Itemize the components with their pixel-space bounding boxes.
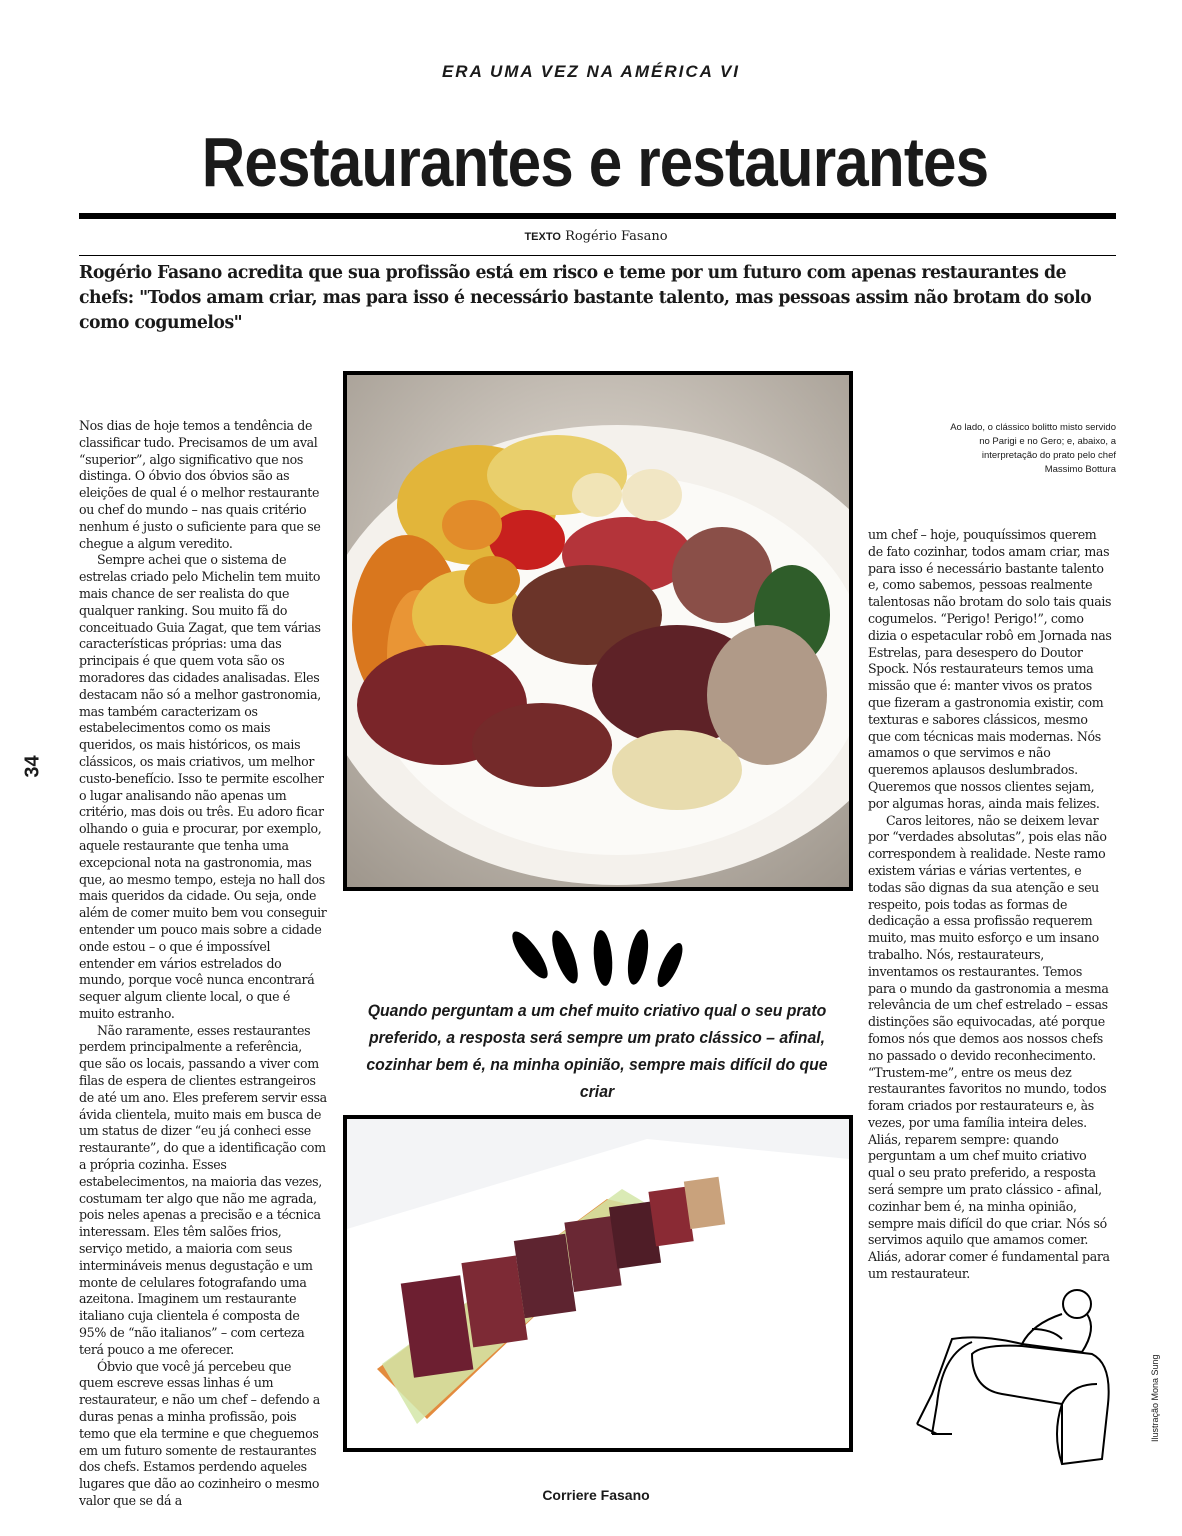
byline-rule — [79, 255, 1116, 256]
bollito-misto-illustration — [347, 375, 849, 887]
footer-publication: Corriere Fasano — [542, 1487, 650, 1503]
title-rule — [79, 213, 1116, 219]
paragraph: Óbvio que você já percebeu que quem escreve essas linhas é um restaurateur, e não um chef – defendo a duras penas a minha profissão, pois temo que ela termine e que cheguemos em um futuro somente de restaurantes dos chefs. Estamos perdendo aqueles lugares que dão ao cozinheiro o mesmo valor que se dá a — [79, 1358, 320, 1508]
paragraph: Nos dias de hoje temos a tendência de classificar tudo. Precisamos de um aval “superior”, algo significativo que nos distinga. O óbvio dos óbvios são as eleições de qual é o melhor restaurante ou chef do mundo – nas quais critério nenhum é justo o suficiente para que se chegue a algum veredito. — [79, 418, 321, 551]
paragraph: Não raramente, esses restaurantes perdem principalmente a referência, que são os locais, passando a viver com filas de espera de clientes estrangeiros de até um ano. Eles preferem servir essa ávida clientela, muito mais em busca de um status de dizer “eu já conheci esse restaurante”, do que a identificação com a própria cozinha. Esses estabelecimentos, na maioria das vezes, costumam ter algo que não me agrada, pois neles apenas a precisão e a técnica interessam. Eles têm salões frios, serviço metido, a maioria com seus intermináveis menus degustação e um monte de celulares fotografando uma azeitona. Imaginem um restaurante italiano cuja clientela é composta de 95% de “não italianos” – com certeza terá pouco a me oferecer. — [79, 1022, 327, 1357]
photo-caption: Ao lado, o clássico bolitto misto servido no Parigi e no Gero; e, abaixo, a interpretação do prato pelo chef Massimo Bottura — [950, 422, 1116, 475]
byline-author: Rogério Fasano — [565, 229, 668, 244]
article-column-3 — [868, 527, 1113, 1283]
bottura-dish-illustration — [347, 1119, 849, 1448]
illustration-credit: Ilustração Mona Sung — [1150, 1354, 1160, 1442]
byline — [0, 229, 1182, 244]
bollito-misto-photo — [343, 371, 853, 891]
page-title: Restaurantes e restaurantes — [201, 123, 989, 201]
kicker: ERA UMA VEZ NA AMÉRICA VI — [441, 62, 741, 81]
bottura-dish-photo — [343, 1115, 853, 1452]
page-number: 34 — [21, 755, 44, 778]
armchair-man-illustration — [912, 1284, 1124, 1474]
paragraph: Caros leitores, não se deixem levar por “verdades absolutas”, pois elas não correspondem à realidade. Neste ramo existem várias e várias vertentes, e todas são dignas da sua atenção e seu respeito, pois todas as formas de dedicação a essa profissão requerem muito, mas muito esforço e um insano trabalho. Nós, restaurateurs, inventamos os restaurantes. Temos para o mundo da gastronomia a mesma relevância de um chef estrelado – essas distinções são equivocadas, até porque fomos nós que demos aos nossos chefs no passado o devido reconhecimento. “Trustem-me”, entre os meus dez restaurantes favoritos no mundo, todos foram criados por restaurateurs e, às vezes, por uma família inteira deles. Aliás, reparem sempre: quando perguntam a um chef muito criativo qual o seu prato preferido, a resposta será sempre um prato clássico - afinal, cozinhar bem é, na minha opinião, sempre mais difícil do que criar. Nós só servimos aquilo que amamos comer. Aliás, adorar comer é fundamental para um restaurateur. — [868, 812, 1110, 1282]
pull-quote: Quando perguntam a um chef muito criativo qual o seu prato preferido, a resposta será sempre um prato clássico – afinal, cozinhar bem é, na minha opinião, sempre mais difícil do que criar — [366, 1001, 828, 1101]
lead-paragraph: Rogério Fasano acredita que sua profissão está em risco e teme por um futuro com apenas restaurantes de chefs: "Todos amam criar, mas para isso é necessário bastante talento, mas pessoas assim não brotam do solo como cogumelos" — [79, 263, 1092, 333]
quote-marks-icon — [505, 923, 695, 993]
paragraph: Sempre achei que o sistema de estrelas criado pelo Michelin tem muito mais chance de ser realista do que qualquer ranking. Sou muito fã do conceituado Guia Zagat, que tem várias características próprias: uma das principais é que quem vota são os moradores das cidades analisadas. Eles destacam não só a melhor gastronomia, mas também caracterizam os estabelecimentos como os mais queridos, os mais históricos, os mais clássicos, os mais criativos, um melhor custo-benefício. Isso te permite escolher o lugar analisando não apenas um critério, mas dois ou três. Eu adoro ficar olhando o guia e procurar, por exemplo, aquele restaurante que tenha uma excepcional nota na gastronomia, mas que, ao mesmo tempo, esteja no hall dos mais queridos da cidade. Ou seja, onde além de comer muito bem vou conseguir entender um pouco mais sobre a cidade onde estou – o que é impossível entender em vários estrelados do mundo, porque você nunca encontrará sequer algum cliente local, o que é muito estranho. — [79, 552, 327, 1021]
paragraph: um chef – hoje, pouquíssimos querem de fato cozinhar, todos amam criar, mas para isso é necessário bastante talento e, como sabemos, pessoas realmente talentosas não brotam do solo tais quais cogumelos. “Perigo! Perigo!”, como dizia o espetacular robô em Jornada nas Estrelas, para desespero do Doutor Spock. Nós restaurateurs temos uma missão que é: manter vivos os pratos que fizeram a gastronomia existir, com texturas e sabores clássicos, mesmo que com técnicas mais modernas. Nós amamos o que servimos e não queremos aplausos deslumbrados. Queremos que nossos clientes sejam, por algumas horas, ainda mais felizes. — [868, 527, 1112, 811]
byline-label: TEXTO — [524, 231, 561, 243]
article-column-1 — [79, 418, 327, 1510]
